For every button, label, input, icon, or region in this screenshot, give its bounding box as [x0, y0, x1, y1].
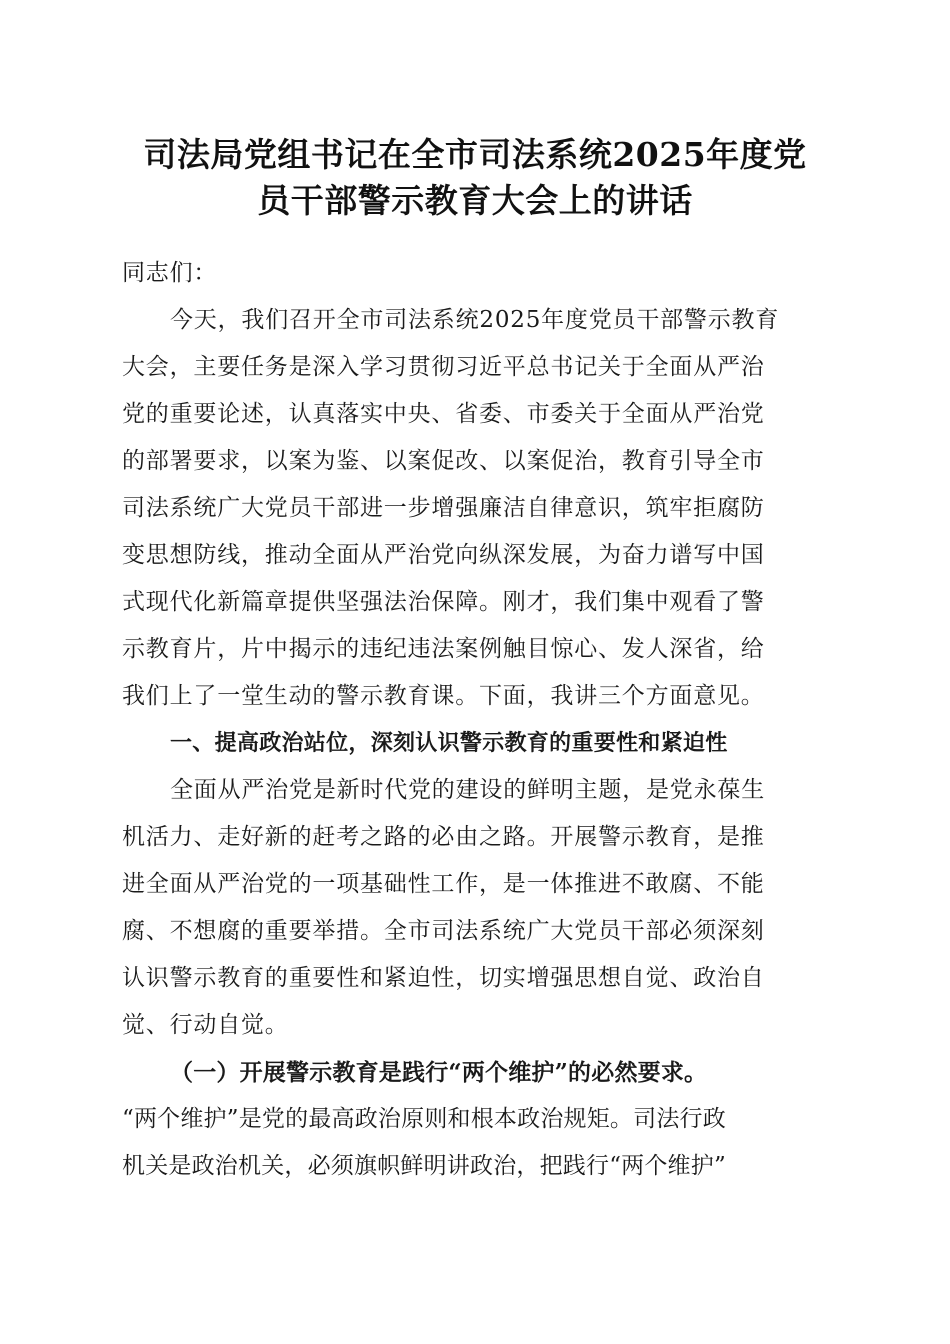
paragraph-line: 大会，主要任务是深入学习贯彻习近平总书记关于全面从严治	[122, 354, 765, 380]
section-paragraph	[122, 767, 828, 1049]
paragraph-line: 党的重要论述，认真落实中央、省委、市委关于全面从严治党	[122, 401, 765, 427]
paragraph-line: 变思想防线，推动全面从严治党向纵深发展，为奋力谱写中国	[122, 542, 765, 568]
paragraph-line: 今天，我们召开全市司法系统2025年度党员干部警示教育	[170, 307, 780, 333]
intro-paragraph	[122, 297, 828, 720]
section-heading: 一、提高政治站位，深刻认识警示教育的重要性和紧迫性	[170, 731, 728, 756]
subsection-paragraph	[122, 1049, 828, 1190]
paragraph-line: 示教育片，片中揭示的违纪违法案例触目惊心、发人深省，给	[122, 636, 765, 662]
paragraph-line: 进全面从严治党的一项基础性工作，是一体推进不敢腐、不能	[122, 871, 765, 897]
title-line-2: 员干部警示教育大会上的讲话	[257, 181, 693, 220]
paragraph-line: 我们上了一堂生动的警示教育课。下面，我讲三个方面意见。	[122, 683, 765, 709]
paragraph-line: 认识警示教育的重要性和紧迫性，切实增强思想自觉、政治自	[122, 965, 765, 991]
paragraph-line: 司法系统广大党员干部进一步增强廉洁自律意识，筑牢拒腐防	[122, 495, 765, 521]
paragraph-line: 机关是政治机关，必须旗帜鲜明讲政治，把践行“两个维护”	[122, 1153, 726, 1179]
paragraph-line: 腐、不想腐的重要举措。全市司法系统广大党员干部必须深刻	[122, 918, 765, 944]
subsection-heading: （一）开展警示教育是践行“两个维护”的必然要求。	[170, 1059, 708, 1086]
paragraph-line: “两个维护”是党的最高政治原则和根本政治规矩。司法行政	[122, 1106, 726, 1132]
document-body	[122, 250, 828, 1190]
paragraph-line: 机活力、走好新的赶考之路的必由之路。开展警示教育，是推	[122, 824, 765, 850]
paragraph-line: 全面从严治党是新时代党的建设的鲜明主题，是党永葆生	[170, 777, 765, 803]
paragraph-line: 的部署要求，以案为鉴、以案促改、以案促治，教育引导全市	[122, 448, 765, 474]
document-title	[100, 132, 850, 224]
paragraph-line: 觉、行动自觉。	[122, 1012, 289, 1038]
paragraph-line: 式现代化新篇章提供坚强法治保障。刚才，我们集中观看了警	[122, 589, 765, 615]
title-line-1: 司法局党组书记在全市司法系统2025年度党	[143, 135, 807, 174]
salutation: 同志们：	[122, 260, 218, 286]
